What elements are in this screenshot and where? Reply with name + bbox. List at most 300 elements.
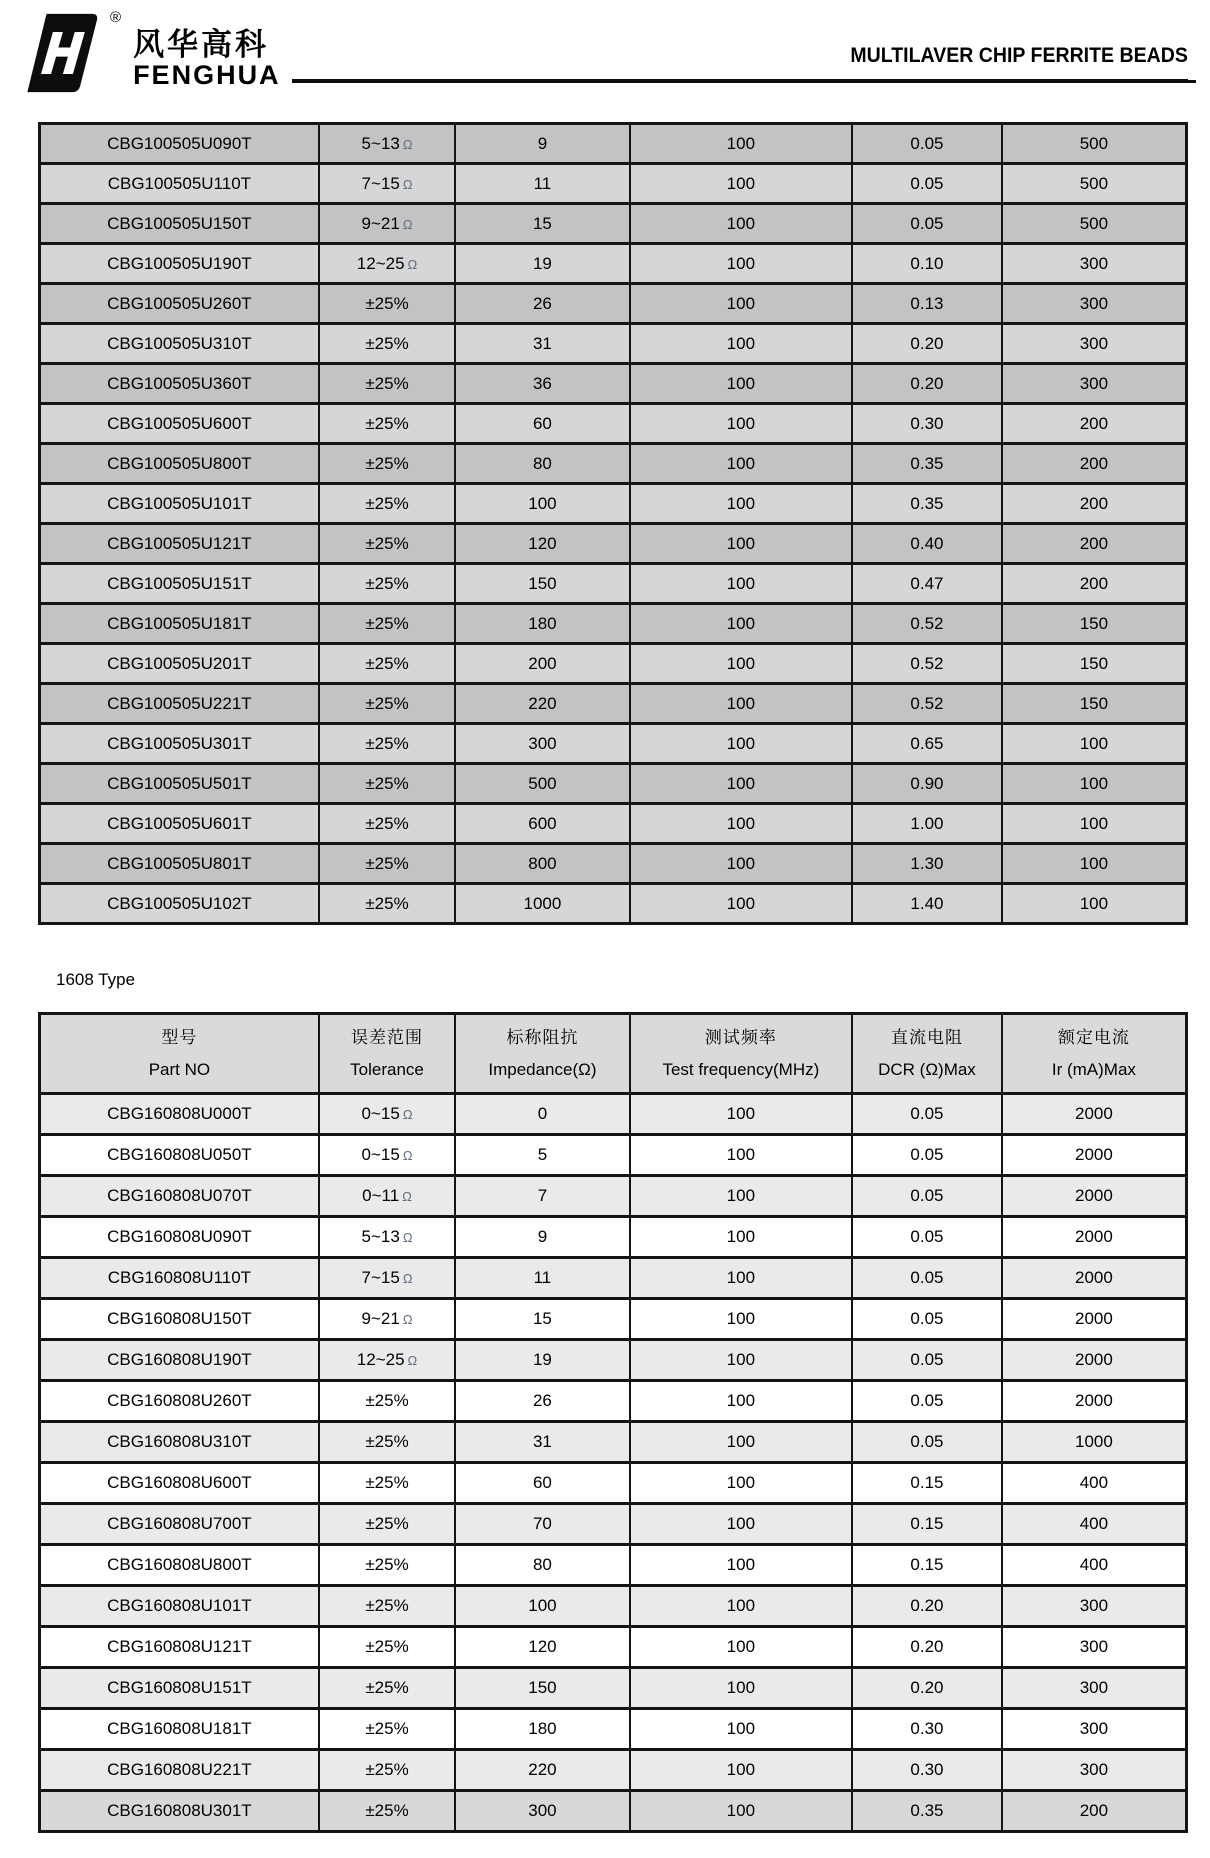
impedance-cell: 180: [455, 604, 629, 644]
tolerance-cell: [319, 1422, 455, 1463]
tolerance-cell: [319, 1176, 455, 1217]
tolerance-value: ±25%: [365, 293, 409, 313]
header-row: [40, 1014, 1187, 1094]
impedance-cell: 26: [455, 284, 629, 324]
dcr-cell: 0.90: [852, 764, 1002, 804]
tolerance-value: ±25%: [365, 1678, 409, 1697]
ohm-unit: Ω: [402, 136, 413, 152]
rated-current-cell: 2000: [1002, 1094, 1187, 1135]
test-frequency-cell: 100: [630, 1504, 853, 1545]
part-no-cell: CBG160808U260T: [40, 1381, 319, 1422]
rated-current-cell: 300: [1002, 1750, 1187, 1791]
impedance-cell: 15: [455, 1299, 629, 1340]
test-frequency-cell: 100: [630, 1545, 853, 1586]
tolerance-value: ±25%: [365, 893, 409, 913]
rated-current-cell: 400: [1002, 1463, 1187, 1504]
tolerance-value: 0~15: [361, 1145, 400, 1164]
part-no-cell: CBG100505U150T: [40, 204, 319, 244]
tolerance-cell: [319, 444, 455, 484]
impedance-cell: 9: [455, 124, 629, 164]
table-row: [40, 1668, 1187, 1709]
tolerance-value: ±25%: [365, 1801, 409, 1820]
test-frequency-cell: 100: [630, 1791, 853, 1832]
part-no-cell: CBG100505U260T: [40, 284, 319, 324]
impedance-cell: 31: [455, 324, 629, 364]
test-frequency-cell: 100: [630, 564, 853, 604]
rated-current-cell: 150: [1002, 644, 1187, 684]
table-row: [40, 1709, 1187, 1750]
test-frequency-cell: 100: [630, 364, 853, 404]
impedance-cell: 100: [455, 484, 629, 524]
part-no-cell: CBG160808U800T: [40, 1545, 319, 1586]
table-row: [40, 1094, 1187, 1135]
part-no-cell: CBG160808U050T: [40, 1135, 319, 1176]
logo-text: [133, 12, 281, 89]
ohm-unit: Ω: [402, 1148, 413, 1163]
test-frequency-cell: 100: [630, 804, 853, 844]
logo-chinese-name: 风华高科: [133, 27, 270, 62]
rated-current-cell: 200: [1002, 1791, 1187, 1832]
tolerance-value: 12~25: [356, 253, 405, 273]
part-no-cell: CBG160808U190T: [40, 1340, 319, 1381]
rated-current-cell: 300: [1002, 1586, 1187, 1627]
rated-current-cell: 100: [1002, 724, 1187, 764]
tolerance-value: 5~13: [361, 1227, 400, 1246]
test-frequency-cell: 100: [630, 844, 853, 884]
table-row: [40, 1381, 1187, 1422]
tolerance-value: 0~15: [361, 1104, 400, 1123]
fenghua-logo: [16, 9, 281, 94]
tolerance-cell: [319, 1791, 455, 1832]
impedance-cell: 100: [455, 1586, 629, 1627]
tolerance-value: ±25%: [365, 573, 409, 593]
test-frequency-cell: 100: [630, 1299, 853, 1340]
table-row: [40, 644, 1187, 684]
rated-current-cell: 2000: [1002, 1135, 1187, 1176]
tolerance-cell: [319, 1135, 455, 1176]
tolerance-cell: [319, 1381, 455, 1422]
ohm-unit: Ω: [402, 1189, 412, 1204]
dcr-cell: 0.05: [852, 1422, 1002, 1463]
part-no-cell: CBG100505U110T: [40, 164, 319, 204]
tolerance-cell: [319, 124, 455, 164]
tolerance-value: ±25%: [365, 373, 409, 393]
dcr-cell: 0.15: [852, 1463, 1002, 1504]
dcr-cell: 0.05: [852, 1217, 1002, 1258]
impedance-cell: 80: [455, 1545, 629, 1586]
impedance-cell: 15: [455, 204, 629, 244]
table-row: [40, 1627, 1187, 1668]
test-frequency-cell: 100: [630, 764, 853, 804]
impedance-cell: 31: [455, 1422, 629, 1463]
table-row: [40, 724, 1187, 764]
test-frequency-cell: 100: [630, 1381, 853, 1422]
column-header-en: Tolerance: [350, 1060, 424, 1079]
rated-current-cell: 2000: [1002, 1299, 1187, 1340]
tolerance-value: ±25%: [365, 813, 409, 833]
impedance-cell: 220: [455, 1750, 629, 1791]
table-row: [40, 124, 1187, 164]
tolerance-value: 7~15: [361, 1268, 400, 1287]
dcr-cell: 1.30: [852, 844, 1002, 884]
impedance-cell: 220: [455, 684, 629, 724]
column-header-zh: 直流电阻: [890, 1028, 963, 1047]
dcr-cell: 0.05: [852, 124, 1002, 164]
column-header-zh: 额定电流: [1057, 1028, 1130, 1047]
test-frequency-cell: 100: [630, 524, 853, 564]
tolerance-value: ±25%: [365, 653, 409, 673]
test-frequency-cell: 100: [630, 644, 853, 684]
column-header-test-frequency: [630, 1014, 853, 1094]
ohm-unit: Ω: [402, 1230, 413, 1245]
dcr-cell: 0.30: [852, 1750, 1002, 1791]
dcr-cell: 0.15: [852, 1545, 1002, 1586]
rated-current-cell: 1000: [1002, 1422, 1187, 1463]
rated-current-cell: 400: [1002, 1504, 1187, 1545]
column-header-en: Part NO: [148, 1060, 211, 1079]
cbg1005-table-body: [40, 124, 1187, 924]
impedance-cell: 200: [455, 644, 629, 684]
test-frequency-cell: 100: [630, 1135, 853, 1176]
tolerance-cell: [319, 284, 455, 324]
part-no-cell: CBG100505U121T: [40, 524, 319, 564]
rated-current-cell: 100: [1002, 884, 1187, 924]
cbg1608-table-header: [40, 1014, 1187, 1094]
tolerance-cell: [319, 164, 455, 204]
dcr-cell: 0.20: [852, 1627, 1002, 1668]
tolerance-value: ±25%: [365, 853, 409, 873]
rated-current-cell: 200: [1002, 564, 1187, 604]
impedance-cell: 11: [455, 164, 629, 204]
dcr-cell: 0.65: [852, 724, 1002, 764]
impedance-cell: 60: [455, 1463, 629, 1504]
dcr-cell: 0.52: [852, 604, 1002, 644]
tolerance-value: ±25%: [365, 733, 409, 753]
impedance-cell: 800: [455, 844, 629, 884]
table-row: [40, 1299, 1187, 1340]
dcr-cell: 0.05: [852, 1258, 1002, 1299]
tolerance-value: 12~25: [356, 1350, 405, 1369]
tolerance-value: ±25%: [365, 613, 409, 633]
rated-current-cell: 2000: [1002, 1176, 1187, 1217]
dcr-cell: 0.52: [852, 684, 1002, 724]
tolerance-cell: [319, 804, 455, 844]
part-no-cell: CBG160808U151T: [40, 1668, 319, 1709]
rated-current-cell: 300: [1002, 1709, 1187, 1750]
table-row: [40, 244, 1187, 284]
dcr-cell: 0.05: [852, 1094, 1002, 1135]
section-label-1608-type: 1608 Type: [56, 970, 136, 989]
table-row: [40, 604, 1187, 644]
dcr-cell: 0.05: [852, 1135, 1002, 1176]
rated-current-cell: 200: [1002, 444, 1187, 484]
dcr-cell: 0.05: [852, 164, 1002, 204]
test-frequency-cell: 100: [630, 124, 853, 164]
tolerance-cell: [319, 884, 455, 924]
tolerance-cell: [319, 1750, 455, 1791]
impedance-cell: 80: [455, 444, 629, 484]
dcr-cell: 0.05: [852, 1381, 1002, 1422]
column-header-zh: 型号: [161, 1028, 198, 1047]
tolerance-value: ±25%: [365, 413, 409, 433]
tolerance-cell: [319, 1340, 455, 1381]
rated-current-cell: 100: [1002, 764, 1187, 804]
rated-current-cell: 2000: [1002, 1340, 1187, 1381]
test-frequency-cell: 100: [630, 1176, 853, 1217]
part-no-cell: CBG160808U110T: [40, 1258, 319, 1299]
tolerance-cell: [319, 1504, 455, 1545]
impedance-cell: 150: [455, 1668, 629, 1709]
table-row: [40, 1463, 1187, 1504]
tolerance-value: ±25%: [365, 493, 409, 513]
table-row: [40, 404, 1187, 444]
impedance-cell: 60: [455, 404, 629, 444]
dcr-cell: 0.30: [852, 1709, 1002, 1750]
rated-current-cell: 2000: [1002, 1217, 1187, 1258]
test-frequency-cell: 100: [630, 1463, 853, 1504]
rated-current-cell: 100: [1002, 804, 1187, 844]
impedance-cell: 500: [455, 764, 629, 804]
tolerance-value: 0~11: [362, 1186, 400, 1205]
tolerance-value: 5~13: [361, 133, 400, 153]
part-no-cell: CBG160808U700T: [40, 1504, 319, 1545]
dcr-cell: 0.35: [852, 444, 1002, 484]
tolerance-cell: [319, 404, 455, 444]
rated-current-cell: 200: [1002, 484, 1187, 524]
test-frequency-cell: 100: [630, 1340, 853, 1381]
tolerance-value: ±25%: [365, 453, 409, 473]
impedance-cell: 26: [455, 1381, 629, 1422]
test-frequency-cell: 100: [630, 1668, 853, 1709]
tolerance-cell: [319, 524, 455, 564]
table-row: [40, 164, 1187, 204]
table-row: [40, 844, 1187, 884]
tolerance-cell: [319, 1094, 455, 1135]
impedance-cell: 180: [455, 1709, 629, 1750]
table-row: [40, 1545, 1187, 1586]
test-frequency-cell: 100: [630, 164, 853, 204]
cbg1005-table: [38, 122, 1188, 925]
table-row: [40, 1750, 1187, 1791]
dcr-cell: 0.05: [852, 204, 1002, 244]
tolerance-value: ±25%: [365, 1555, 409, 1574]
dcr-cell: 0.20: [852, 1668, 1002, 1709]
tolerance-cell: [319, 724, 455, 764]
dcr-cell: 0.20: [852, 364, 1002, 404]
tolerance-cell: [319, 1709, 455, 1750]
table-row: [40, 1217, 1187, 1258]
dcr-cell: 1.00: [852, 804, 1002, 844]
test-frequency-cell: 100: [630, 1258, 853, 1299]
part-no-cell: CBG160808U600T: [40, 1463, 319, 1504]
tolerance-cell: [319, 764, 455, 804]
test-frequency-cell: 100: [630, 1709, 853, 1750]
table-row: [40, 364, 1187, 404]
impedance-cell: 150: [455, 564, 629, 604]
rated-current-cell: 500: [1002, 124, 1187, 164]
tolerance-value: ±25%: [365, 533, 409, 553]
ohm-unit: Ω: [407, 1353, 418, 1368]
column-header-rated-current: [1002, 1014, 1187, 1094]
part-no-cell: CBG160808U301T: [40, 1791, 319, 1832]
impedance-cell: 36: [455, 364, 629, 404]
part-no-cell: CBG100505U101T: [40, 484, 319, 524]
table-row: [40, 884, 1187, 924]
column-header-dcr: [852, 1014, 1002, 1094]
dcr-cell: 0.20: [852, 1586, 1002, 1627]
part-no-cell: CBG100505U601T: [40, 804, 319, 844]
part-no-cell: CBG160808U000T: [40, 1094, 319, 1135]
page-title: MULTILAVER CHIP FERRITE BEADS: [850, 44, 1188, 67]
part-no-cell: CBG100505U360T: [40, 364, 319, 404]
cbg1608-table-body: [40, 1094, 1187, 1832]
tolerance-value: ±25%: [365, 333, 409, 353]
part-no-cell: CBG160808U181T: [40, 1709, 319, 1750]
test-frequency-cell: 100: [630, 444, 853, 484]
table-row: [40, 684, 1187, 724]
part-no-cell: CBG100505U301T: [40, 724, 319, 764]
table-row: [40, 764, 1187, 804]
tolerance-cell: [319, 204, 455, 244]
impedance-cell: 300: [455, 1791, 629, 1832]
impedance-cell: 300: [455, 724, 629, 764]
registered-trademark-icon: ®: [110, 9, 122, 26]
impedance-cell: 600: [455, 804, 629, 844]
tolerance-value: ±25%: [365, 1637, 409, 1656]
ohm-unit: Ω: [407, 256, 418, 272]
impedance-cell: 70: [455, 1504, 629, 1545]
test-frequency-cell: 100: [630, 204, 853, 244]
rated-current-cell: 300: [1002, 284, 1187, 324]
test-frequency-cell: 100: [630, 1750, 853, 1791]
tolerance-value: ±25%: [365, 1514, 409, 1533]
dcr-cell: 0.05: [852, 1176, 1002, 1217]
dcr-cell: 0.35: [852, 1791, 1002, 1832]
dcr-cell: 0.40: [852, 524, 1002, 564]
tolerance-value: ±25%: [365, 1473, 409, 1492]
part-no-cell: CBG100505U151T: [40, 564, 319, 604]
test-frequency-cell: 100: [630, 1627, 853, 1668]
column-header-impedance: [455, 1014, 629, 1094]
part-no-cell: CBG160808U221T: [40, 1750, 319, 1791]
column-header-zh: 误差范围: [351, 1028, 424, 1047]
table-row: [40, 564, 1187, 604]
column-header-zh: 标称阻抗: [506, 1028, 579, 1047]
part-no-cell: CBG160808U101T: [40, 1586, 319, 1627]
tolerance-cell: [319, 364, 455, 404]
impedance-cell: 0: [455, 1094, 629, 1135]
tolerance-cell: [319, 604, 455, 644]
impedance-cell: 120: [455, 524, 629, 564]
table-row: [40, 1135, 1187, 1176]
column-header-en: Impedance(Ω): [488, 1060, 597, 1079]
part-no-cell: CBG160808U310T: [40, 1422, 319, 1463]
rated-current-cell: 200: [1002, 404, 1187, 444]
tolerance-value: 9~21: [361, 213, 400, 233]
tolerance-value: ±25%: [365, 1432, 409, 1451]
tolerance-cell: [319, 684, 455, 724]
part-no-cell: CBG160808U121T: [40, 1627, 319, 1668]
part-no-cell: CBG100505U310T: [40, 324, 319, 364]
fenghua-logo-icon: [16, 12, 108, 94]
dcr-cell: 0.10: [852, 244, 1002, 284]
column-header-tolerance: [319, 1014, 455, 1094]
tolerance-value: 7~15: [361, 173, 400, 193]
tolerance-value: ±25%: [365, 1596, 409, 1615]
dcr-cell: 0.20: [852, 324, 1002, 364]
part-no-cell: CBG100505U800T: [40, 444, 319, 484]
part-no-cell: CBG160808U070T: [40, 1176, 319, 1217]
rated-current-cell: 300: [1002, 324, 1187, 364]
tolerance-value: ±25%: [365, 1719, 409, 1738]
tolerance-cell: [319, 244, 455, 284]
tolerance-value: ±25%: [365, 1391, 409, 1410]
logo-english-name: FENGHUA: [133, 60, 281, 90]
rated-current-cell: 150: [1002, 684, 1187, 724]
column-header-part-no: [40, 1014, 319, 1094]
dcr-cell: 0.05: [852, 1340, 1002, 1381]
impedance-cell: 7: [455, 1176, 629, 1217]
tolerance-cell: [319, 1586, 455, 1627]
table-row: [40, 1586, 1187, 1627]
part-no-cell: CBG100505U181T: [40, 604, 319, 644]
tolerance-cell: [319, 1217, 455, 1258]
test-frequency-cell: 100: [630, 1422, 853, 1463]
column-header-en: DCR (Ω)Max: [878, 1060, 976, 1079]
rated-current-cell: 100: [1002, 844, 1187, 884]
dcr-cell: 0.05: [852, 1299, 1002, 1340]
tolerance-value: ±25%: [365, 693, 409, 713]
column-header-zh: 测试频率: [704, 1028, 777, 1047]
rated-current-cell: 400: [1002, 1545, 1187, 1586]
rated-current-cell: 200: [1002, 524, 1187, 564]
dcr-cell: 0.35: [852, 484, 1002, 524]
part-no-cell: CBG100505U090T: [40, 124, 319, 164]
test-frequency-cell: 100: [630, 284, 853, 324]
rated-current-cell: 300: [1002, 1627, 1187, 1668]
rated-current-cell: 2000: [1002, 1258, 1187, 1299]
tolerance-cell: [319, 564, 455, 604]
dcr-cell: 0.52: [852, 644, 1002, 684]
part-no-cell: CBG100505U102T: [40, 884, 319, 924]
tolerance-value: ±25%: [365, 1760, 409, 1779]
table-row: [40, 1258, 1187, 1299]
test-frequency-cell: 100: [630, 684, 853, 724]
tolerance-cell: [319, 324, 455, 364]
table-row: [40, 204, 1187, 244]
column-header-en: Ir (mA)Max: [1051, 1060, 1136, 1079]
tolerance-cell: [319, 1668, 455, 1709]
tolerance-cell: [319, 484, 455, 524]
test-frequency-cell: 100: [630, 884, 853, 924]
test-frequency-cell: 100: [630, 1586, 853, 1627]
ohm-unit: Ω: [402, 176, 413, 192]
test-frequency-cell: 100: [630, 484, 853, 524]
tolerance-cell: [319, 1545, 455, 1586]
test-frequency-cell: 100: [630, 1217, 853, 1258]
ohm-unit: Ω: [402, 1107, 413, 1122]
ohm-unit: Ω: [402, 1312, 413, 1327]
rated-current-cell: 500: [1002, 204, 1187, 244]
test-frequency-cell: 100: [630, 1094, 853, 1135]
tolerance-value: ±25%: [365, 773, 409, 793]
table-row: [40, 444, 1187, 484]
part-no-cell: CBG100505U801T: [40, 844, 319, 884]
tolerance-cell: [319, 1463, 455, 1504]
rated-current-cell: 300: [1002, 364, 1187, 404]
table-row: [40, 804, 1187, 844]
dcr-cell: 0.15: [852, 1504, 1002, 1545]
